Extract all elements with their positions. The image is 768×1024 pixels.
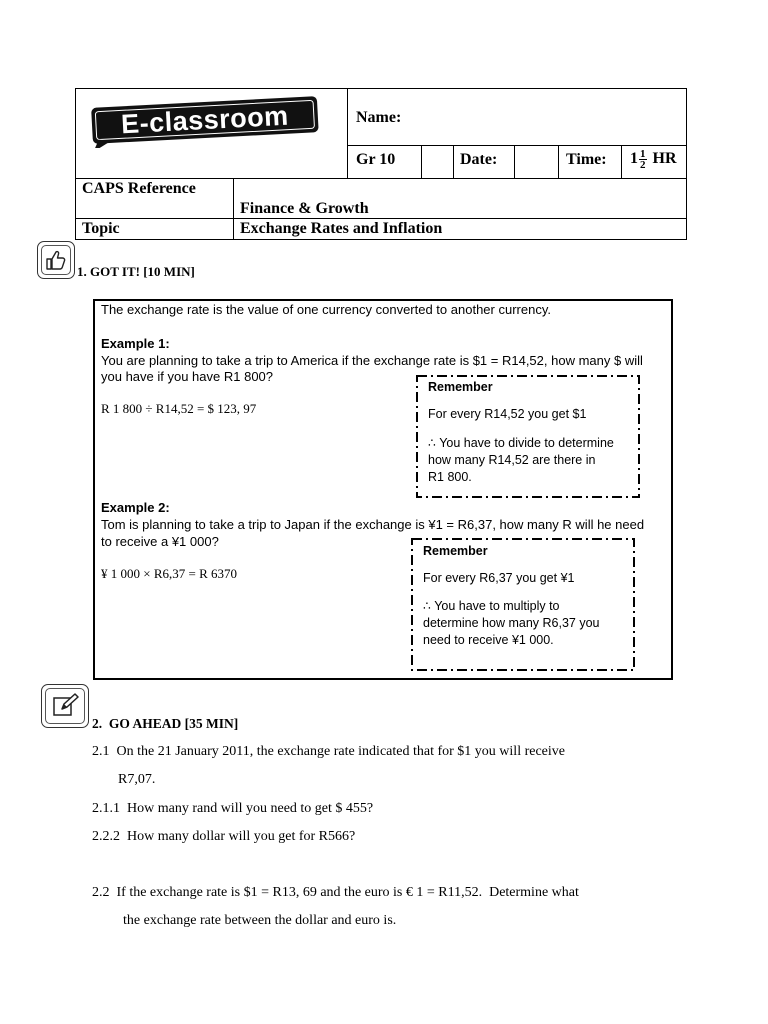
- time-fraction-den: 2: [640, 159, 646, 171]
- time-unit: HR: [652, 150, 677, 168]
- time-fraction-num: 1: [640, 148, 646, 160]
- remember-box-2: [411, 538, 635, 671]
- remember2-line2: ∴ You have to multiply to: [423, 599, 560, 613]
- example1-heading: Example 1:: [101, 336, 170, 351]
- remember2-line1: For every R6,37 you get ¥1: [423, 571, 575, 585]
- caps-value: Finance & Growth: [240, 200, 369, 217]
- example1-line2: you have if you have R1 800?: [101, 369, 274, 384]
- example2-line1: Tom is planning to take a trip to Japan if the exchange is ¥1 = R6,37, how many R will he need: [101, 517, 645, 532]
- remember2-title: Remember: [423, 544, 488, 558]
- question-2-1-line2: R7,07.: [118, 772, 156, 787]
- date-label: Date:: [460, 151, 498, 168]
- example2-heading: Example 2:: [101, 500, 170, 515]
- question-2-1-1: 2.1.1 How many rand will you need to get $ 455?: [92, 801, 374, 816]
- intro-text: The exchange rate is the value of one currency converted to another currency.: [101, 302, 551, 317]
- question-2-1-line1: 2.1 On the 21 January 2011, the exchange rate indicated that for $1 you will receive: [92, 744, 565, 759]
- example1-working: R 1 800 ÷ R14,52 = $ 123, 97: [101, 401, 257, 416]
- pencil-edit-icon: [41, 684, 89, 728]
- remember1-line2: ∴ You have to divide to determine: [428, 436, 614, 450]
- example1-line1: You are planning to take a trip to America if the exchange rate is $1 = R14,52, how many $ will: [101, 353, 643, 368]
- grade-label: Gr 10: [356, 151, 396, 168]
- section1-title: 1. GOT IT! [10 MIN]: [77, 264, 195, 279]
- remember1-line1: For every R14,52 you get $1: [428, 407, 587, 421]
- example2-line2: to receive a ¥1 000?: [101, 534, 219, 549]
- remember1-line3: how many R14,52 are there in: [428, 453, 596, 467]
- remember1-title: Remember: [428, 380, 493, 394]
- remember2-line4: need to receive ¥1 000.: [423, 633, 554, 647]
- topic-label: Topic: [82, 220, 120, 237]
- caps-label: CAPS Reference: [82, 180, 196, 197]
- time-value: [630, 149, 677, 170]
- example2-working: ¥ 1 000 × R6,37 = R 6370: [101, 566, 238, 581]
- logo-text: E-classroom: [120, 100, 290, 140]
- question-2-2-line2: the exchange rate between the dollar and euro is.: [123, 913, 397, 928]
- question-2-2-2: 2.2.2 How many dollar will you get for R566?: [92, 829, 356, 844]
- eclassroom-logo: [88, 96, 322, 146]
- time-whole: 1: [630, 150, 638, 168]
- name-label: Name:: [356, 109, 402, 126]
- section2-title: 2. GO AHEAD [35 MIN]: [92, 716, 239, 731]
- remember-box-1: [416, 375, 640, 498]
- remember2-line3: determine how many R6,37 you: [423, 616, 600, 630]
- thumbs-up-icon: [37, 241, 75, 279]
- time-label: Time:: [566, 151, 607, 168]
- remember1-line4: R1 800.: [428, 470, 472, 484]
- question-2-2-line1: 2.2 If the exchange rate is $1 = R13, 69 and the euro is € 1 = R11,52. Determine what: [92, 885, 579, 900]
- topic-value: Exchange Rates and Inflation: [240, 220, 443, 237]
